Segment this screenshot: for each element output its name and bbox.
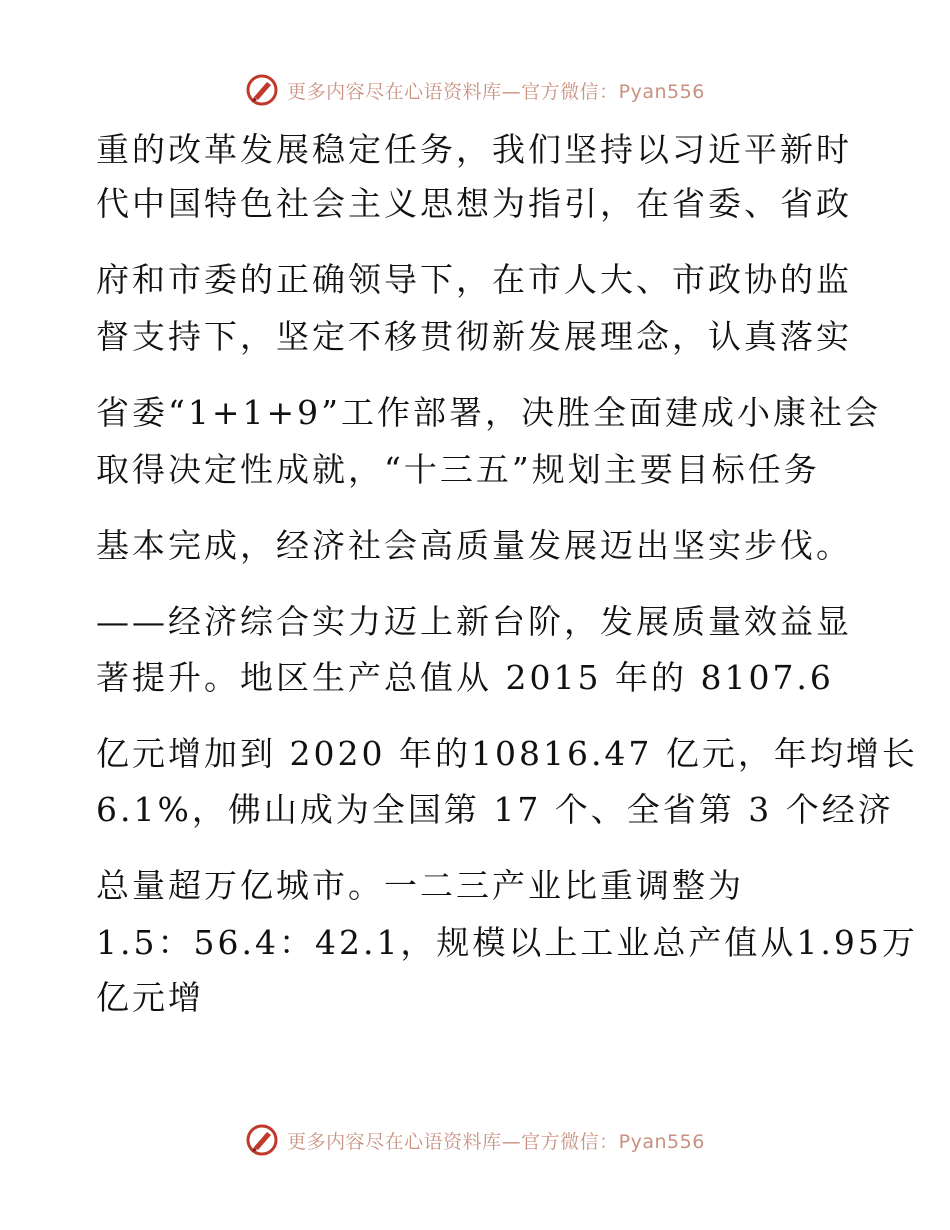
text-line-6: 取得决定性成就，“十三五”规划主要目标任务 (96, 450, 820, 489)
text-line-14: 亿元增 (96, 978, 204, 1017)
pen-logo-icon (245, 1123, 279, 1157)
footer-banner-text: 更多内容尽在心语资料库—官方微信：Pyan556 (287, 1130, 705, 1153)
text-line-11: 6.1%，佛山成为全国第 17 个、全省第 3 个经济 (96, 790, 894, 829)
header-banner-text: 更多内容尽在心语资料库—官方微信：Pyan556 (287, 80, 705, 103)
text-line-9: 著提升。地区生产总值从 2015 年的 8107.6 (96, 658, 834, 697)
text-line-4: 督支持下，坚定不移贯彻新发展理念，认真落实 (96, 317, 852, 356)
header-watermark-banner (0, 70, 950, 110)
text-line-10: 亿元增加到 2020 年的10816.47 亿元，年均增长 (96, 734, 918, 773)
text-line-12: 总量超万亿城市。一二三产业比重调整为 (96, 866, 744, 905)
text-line-7: 基本完成，经济社会高质量发展迈出坚实步伐。 (96, 526, 852, 565)
text-line-8: ——经济综合实力迈上新台阶，发展质量效益显 (96, 602, 852, 641)
pen-logo-icon (245, 73, 279, 107)
text-line-5: 省委“1+1+9”工作部署，决胜全面建成小康社会 (96, 393, 882, 432)
text-line-1: 重的改革发展稳定任务，我们坚持以习近平新时 (96, 130, 852, 169)
footer-watermark-banner (0, 1120, 950, 1160)
text-line-13: 1.5：56.4：42.1，规模以上工业总产值从1.95万 (96, 923, 918, 962)
text-line-3: 府和市委的正确领导下，在市人大、市政协的监 (96, 260, 852, 299)
text-line-2: 代中国特色社会主义思想为指引，在省委、省政 (96, 184, 852, 223)
